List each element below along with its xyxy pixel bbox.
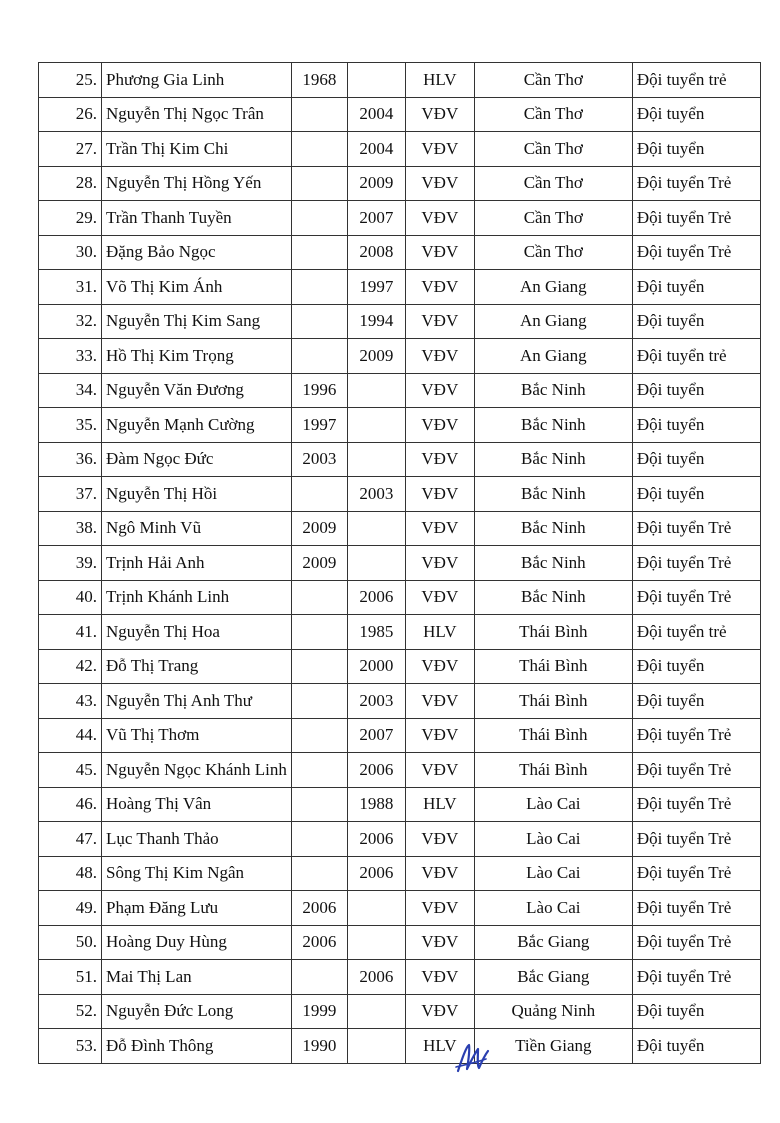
birth-year-male bbox=[291, 580, 347, 615]
role-cell: VĐV bbox=[405, 753, 474, 788]
team-cell: Đội tuyển trẻ bbox=[632, 63, 760, 98]
province-cell: Cần Thơ bbox=[474, 201, 632, 236]
birth-year-female bbox=[347, 891, 405, 926]
team-cell: Đội tuyển bbox=[632, 270, 760, 305]
province-cell: Bắc Giang bbox=[474, 960, 632, 995]
person-name: Mai Thị Lan bbox=[102, 960, 292, 995]
team-cell: Đội tuyển bbox=[632, 97, 760, 132]
birth-year-male bbox=[291, 97, 347, 132]
role-cell: VĐV bbox=[405, 960, 474, 995]
role-cell: VĐV bbox=[405, 649, 474, 684]
province-cell: Bắc Ninh bbox=[474, 546, 632, 581]
birth-year-female: 2009 bbox=[347, 339, 405, 374]
province-cell: An Giang bbox=[474, 304, 632, 339]
province-cell: Cần Thơ bbox=[474, 166, 632, 201]
team-cell: Đội tuyển bbox=[632, 649, 760, 684]
table-row bbox=[39, 97, 761, 132]
team-cell: Đội tuyển Trẻ bbox=[632, 201, 760, 236]
birth-year-male: 2009 bbox=[291, 511, 347, 546]
birth-year-female: 2003 bbox=[347, 477, 405, 512]
province-cell: Bắc Ninh bbox=[474, 408, 632, 443]
birth-year-female bbox=[347, 546, 405, 581]
person-name: Đỗ Thị Trang bbox=[102, 649, 292, 684]
table-row bbox=[39, 511, 761, 546]
role-cell: VĐV bbox=[405, 822, 474, 857]
row-number: 26. bbox=[39, 97, 102, 132]
table-row bbox=[39, 615, 761, 650]
birth-year-male bbox=[291, 201, 347, 236]
person-name: Lục Thanh Thảo bbox=[102, 822, 292, 857]
province-cell: Thái Bình bbox=[474, 684, 632, 719]
table-row bbox=[39, 891, 761, 926]
table-row bbox=[39, 718, 761, 753]
person-name: Phạm Đăng Lưu bbox=[102, 891, 292, 926]
birth-year-male bbox=[291, 270, 347, 305]
province-cell: Thái Bình bbox=[474, 615, 632, 650]
team-cell: Đội tuyển Trẻ bbox=[632, 753, 760, 788]
row-number: 43. bbox=[39, 684, 102, 719]
birth-year-male bbox=[291, 718, 347, 753]
role-cell: VĐV bbox=[405, 925, 474, 960]
row-number: 38. bbox=[39, 511, 102, 546]
birth-year-female bbox=[347, 408, 405, 443]
table-row bbox=[39, 235, 761, 270]
province-cell: Thái Bình bbox=[474, 649, 632, 684]
person-name: Đỗ Đình Thông bbox=[102, 1029, 292, 1064]
birth-year-female bbox=[347, 511, 405, 546]
role-cell: VĐV bbox=[405, 408, 474, 443]
team-cell: Đội tuyển Trẻ bbox=[632, 511, 760, 546]
person-name: Hoàng Thị Vân bbox=[102, 787, 292, 822]
birth-year-male: 2003 bbox=[291, 442, 347, 477]
province-cell: Tiền Giang bbox=[474, 1029, 632, 1064]
birth-year-male bbox=[291, 787, 347, 822]
role-cell: VĐV bbox=[405, 684, 474, 719]
role-cell: VĐV bbox=[405, 511, 474, 546]
role-cell: VĐV bbox=[405, 546, 474, 581]
table-row bbox=[39, 270, 761, 305]
birth-year-male: 1996 bbox=[291, 373, 347, 408]
birth-year-male bbox=[291, 235, 347, 270]
team-cell: Đội tuyển bbox=[632, 1029, 760, 1064]
province-cell: Quảng Ninh bbox=[474, 994, 632, 1029]
team-cell: Đội tuyển Trẻ bbox=[632, 166, 760, 201]
table-row bbox=[39, 787, 761, 822]
table-row bbox=[39, 856, 761, 891]
team-cell: Đội tuyển bbox=[632, 442, 760, 477]
birth-year-male: 1990 bbox=[291, 1029, 347, 1064]
province-cell: Bắc Giang bbox=[474, 925, 632, 960]
birth-year-male bbox=[291, 856, 347, 891]
birth-year-female: 2006 bbox=[347, 822, 405, 857]
birth-year-male bbox=[291, 684, 347, 719]
person-name: Vũ Thị Thơm bbox=[102, 718, 292, 753]
birth-year-male: 2009 bbox=[291, 546, 347, 581]
birth-year-female: 2003 bbox=[347, 684, 405, 719]
team-cell: Đội tuyển trẻ bbox=[632, 615, 760, 650]
birth-year-male bbox=[291, 822, 347, 857]
team-cell: Đội tuyển Trẻ bbox=[632, 822, 760, 857]
row-number: 39. bbox=[39, 546, 102, 581]
birth-year-female: 2004 bbox=[347, 97, 405, 132]
row-number: 29. bbox=[39, 201, 102, 236]
role-cell: VĐV bbox=[405, 235, 474, 270]
birth-year-female: 1994 bbox=[347, 304, 405, 339]
birth-year-female: 2006 bbox=[347, 753, 405, 788]
birth-year-female: 2007 bbox=[347, 718, 405, 753]
person-name: Trần Thị Kim Chi bbox=[102, 132, 292, 167]
birth-year-female bbox=[347, 925, 405, 960]
table-row bbox=[39, 960, 761, 995]
row-number: 36. bbox=[39, 442, 102, 477]
province-cell: Thái Bình bbox=[474, 718, 632, 753]
row-number: 44. bbox=[39, 718, 102, 753]
team-cell: Đội tuyển bbox=[632, 408, 760, 443]
birth-year-male bbox=[291, 615, 347, 650]
province-cell: Cần Thơ bbox=[474, 235, 632, 270]
table-row bbox=[39, 546, 761, 581]
birth-year-male bbox=[291, 753, 347, 788]
team-cell: Đội tuyển Trẻ bbox=[632, 718, 760, 753]
table-row bbox=[39, 477, 761, 512]
birth-year-male bbox=[291, 477, 347, 512]
birth-year-male bbox=[291, 960, 347, 995]
role-cell: VĐV bbox=[405, 166, 474, 201]
role-cell: VĐV bbox=[405, 270, 474, 305]
person-name: Nguyễn Ngọc Khánh Linh bbox=[102, 753, 292, 788]
province-cell: Bắc Ninh bbox=[474, 477, 632, 512]
row-number: 46. bbox=[39, 787, 102, 822]
birth-year-female: 2004 bbox=[347, 132, 405, 167]
role-cell: VĐV bbox=[405, 201, 474, 236]
birth-year-female: 2008 bbox=[347, 235, 405, 270]
role-cell: HLV bbox=[405, 615, 474, 650]
province-cell: Lào Cai bbox=[474, 822, 632, 857]
row-number: 37. bbox=[39, 477, 102, 512]
role-cell: HLV bbox=[405, 787, 474, 822]
team-cell: Đội tuyển bbox=[632, 477, 760, 512]
row-number: 41. bbox=[39, 615, 102, 650]
role-cell: HLV bbox=[405, 1029, 474, 1064]
person-name: Võ Thị Kim Ánh bbox=[102, 270, 292, 305]
birth-year-female: 2009 bbox=[347, 166, 405, 201]
person-name: Nguyễn Mạnh Cường bbox=[102, 408, 292, 443]
birth-year-male bbox=[291, 339, 347, 374]
team-cell: Đội tuyển bbox=[632, 373, 760, 408]
row-number: 53. bbox=[39, 1029, 102, 1064]
person-name: Ngô Minh Vũ bbox=[102, 511, 292, 546]
province-cell: Thái Bình bbox=[474, 753, 632, 788]
team-cell: Đội tuyển Trẻ bbox=[632, 925, 760, 960]
birth-year-male: 1999 bbox=[291, 994, 347, 1029]
team-cell: Đội tuyển trẻ bbox=[632, 339, 760, 374]
province-cell: An Giang bbox=[474, 270, 632, 305]
table-row bbox=[39, 649, 761, 684]
row-number: 50. bbox=[39, 925, 102, 960]
table-row bbox=[39, 442, 761, 477]
birth-year-female bbox=[347, 373, 405, 408]
birth-year-male bbox=[291, 166, 347, 201]
row-number: 27. bbox=[39, 132, 102, 167]
role-cell: HLV bbox=[405, 63, 474, 98]
birth-year-male: 1997 bbox=[291, 408, 347, 443]
table-row bbox=[39, 994, 761, 1029]
row-number: 45. bbox=[39, 753, 102, 788]
table-row bbox=[39, 753, 761, 788]
role-cell: VĐV bbox=[405, 304, 474, 339]
person-name: Hoàng Duy Hùng bbox=[102, 925, 292, 960]
table-row bbox=[39, 408, 761, 443]
birth-year-female: 1988 bbox=[347, 787, 405, 822]
birth-year-male bbox=[291, 132, 347, 167]
row-number: 35. bbox=[39, 408, 102, 443]
row-number: 33. bbox=[39, 339, 102, 374]
row-number: 49. bbox=[39, 891, 102, 926]
province-cell: Bắc Ninh bbox=[474, 373, 632, 408]
role-cell: VĐV bbox=[405, 373, 474, 408]
team-cell: Đội tuyển Trẻ bbox=[632, 960, 760, 995]
province-cell: An Giang bbox=[474, 339, 632, 374]
roster-body bbox=[39, 63, 761, 1064]
row-number: 40. bbox=[39, 580, 102, 615]
table-row bbox=[39, 304, 761, 339]
person-name: Sông Thị Kim Ngân bbox=[102, 856, 292, 891]
row-number: 42. bbox=[39, 649, 102, 684]
province-cell: Lào Cai bbox=[474, 856, 632, 891]
province-cell: Lào Cai bbox=[474, 787, 632, 822]
birth-year-male bbox=[291, 649, 347, 684]
table-row bbox=[39, 1029, 761, 1064]
row-number: 31. bbox=[39, 270, 102, 305]
person-name: Nguyễn Thị Kim Sang bbox=[102, 304, 292, 339]
person-name: Trần Thanh Tuyền bbox=[102, 201, 292, 236]
team-cell: Đội tuyển Trẻ bbox=[632, 891, 760, 926]
table-row bbox=[39, 63, 761, 98]
role-cell: VĐV bbox=[405, 339, 474, 374]
province-cell: Cần Thơ bbox=[474, 132, 632, 167]
table-row bbox=[39, 166, 761, 201]
table-row bbox=[39, 822, 761, 857]
table-row bbox=[39, 580, 761, 615]
birth-year-male: 2006 bbox=[291, 891, 347, 926]
team-cell: Đội tuyển bbox=[632, 994, 760, 1029]
role-cell: VĐV bbox=[405, 580, 474, 615]
birth-year-male: 2006 bbox=[291, 925, 347, 960]
birth-year-female: 2000 bbox=[347, 649, 405, 684]
team-cell: Đội tuyển Trẻ bbox=[632, 546, 760, 581]
row-number: 34. bbox=[39, 373, 102, 408]
row-number: 32. bbox=[39, 304, 102, 339]
birth-year-female: 2006 bbox=[347, 580, 405, 615]
role-cell: VĐV bbox=[405, 856, 474, 891]
person-name: Phương Gia Linh bbox=[102, 63, 292, 98]
table-row bbox=[39, 373, 761, 408]
role-cell: VĐV bbox=[405, 994, 474, 1029]
role-cell: VĐV bbox=[405, 442, 474, 477]
province-cell: Bắc Ninh bbox=[474, 511, 632, 546]
team-cell: Đội tuyển Trẻ bbox=[632, 856, 760, 891]
birth-year-female: 1985 bbox=[347, 615, 405, 650]
birth-year-female bbox=[347, 994, 405, 1029]
row-number: 47. bbox=[39, 822, 102, 857]
province-cell: Cần Thơ bbox=[474, 97, 632, 132]
row-number: 30. bbox=[39, 235, 102, 270]
person-name: Đàm Ngọc Đức bbox=[102, 442, 292, 477]
table-row bbox=[39, 201, 761, 236]
team-cell: Đội tuyển bbox=[632, 684, 760, 719]
person-name: Nguyễn Thị Ngọc Trân bbox=[102, 97, 292, 132]
role-cell: VĐV bbox=[405, 97, 474, 132]
team-cell: Đội tuyển bbox=[632, 304, 760, 339]
birth-year-female: 1997 bbox=[347, 270, 405, 305]
birth-year-female bbox=[347, 1029, 405, 1064]
row-number: 25. bbox=[39, 63, 102, 98]
person-name: Trịnh Hải Anh bbox=[102, 546, 292, 581]
birth-year-female bbox=[347, 63, 405, 98]
role-cell: VĐV bbox=[405, 477, 474, 512]
person-name: Nguyễn Văn Đương bbox=[102, 373, 292, 408]
province-cell: Lào Cai bbox=[474, 891, 632, 926]
birth-year-male: 1968 bbox=[291, 63, 347, 98]
person-name: Nguyễn Thị Hoa bbox=[102, 615, 292, 650]
row-number: 28. bbox=[39, 166, 102, 201]
person-name: Nguyễn Thị Hồi bbox=[102, 477, 292, 512]
person-name: Trịnh Khánh Linh bbox=[102, 580, 292, 615]
team-cell: Đội tuyển Trẻ bbox=[632, 580, 760, 615]
person-name: Đặng Bảo Ngọc bbox=[102, 235, 292, 270]
table-row bbox=[39, 132, 761, 167]
role-cell: VĐV bbox=[405, 132, 474, 167]
person-name: Hồ Thị Kim Trọng bbox=[102, 339, 292, 374]
table-row bbox=[39, 684, 761, 719]
athlete-roster-table bbox=[38, 62, 761, 1064]
province-cell: Bắc Ninh bbox=[474, 580, 632, 615]
team-cell: Đội tuyển bbox=[632, 132, 760, 167]
role-cell: VĐV bbox=[405, 718, 474, 753]
team-cell: Đội tuyển Trẻ bbox=[632, 787, 760, 822]
birth-year-female: 2007 bbox=[347, 201, 405, 236]
birth-year-female bbox=[347, 442, 405, 477]
table-row bbox=[39, 925, 761, 960]
signature-icon bbox=[452, 1037, 492, 1077]
row-number: 48. bbox=[39, 856, 102, 891]
birth-year-female: 2006 bbox=[347, 856, 405, 891]
province-cell: Bắc Ninh bbox=[474, 442, 632, 477]
person-name: Nguyễn Đức Long bbox=[102, 994, 292, 1029]
person-name: Nguyễn Thị Hồng Yến bbox=[102, 166, 292, 201]
role-cell: VĐV bbox=[405, 891, 474, 926]
birth-year-female: 2006 bbox=[347, 960, 405, 995]
table-row bbox=[39, 339, 761, 374]
birth-year-male bbox=[291, 304, 347, 339]
row-number: 52. bbox=[39, 994, 102, 1029]
province-cell: Cần Thơ bbox=[474, 63, 632, 98]
person-name: Nguyễn Thị Anh Thư bbox=[102, 684, 292, 719]
team-cell: Đội tuyển Trẻ bbox=[632, 235, 760, 270]
row-number: 51. bbox=[39, 960, 102, 995]
